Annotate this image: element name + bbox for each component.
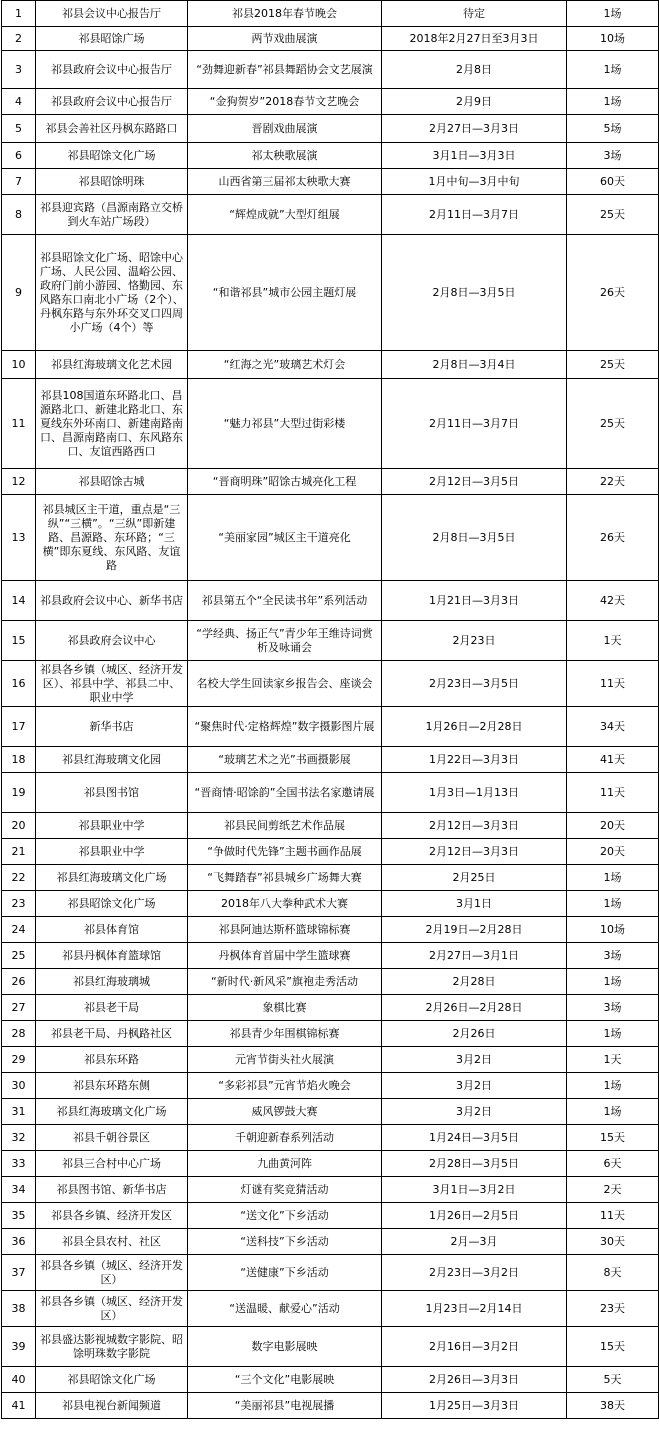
count-cell: 22天 — [567, 469, 659, 495]
venue-cell: 祁县政府会议中心、新华书店 — [36, 581, 188, 621]
count-cell: 1场 — [567, 89, 659, 115]
table-row — [2, 707, 659, 747]
date-cell: 2月26日—3月3日 — [382, 1367, 567, 1393]
venue-cell: 新华书店 — [36, 707, 188, 747]
date-cell: 3月2日 — [382, 1073, 567, 1099]
row-number-cell: 30 — [2, 1073, 36, 1099]
count-cell: 2天 — [567, 1177, 659, 1203]
event-cell: 千朝迎新春系列活动 — [188, 1125, 382, 1151]
row-number-cell: 35 — [2, 1203, 36, 1229]
row-number-cell: 13 — [2, 495, 36, 581]
venue-cell: 祁县昭馀明珠 — [36, 169, 188, 195]
row-number-cell: 6 — [2, 143, 36, 169]
event-cell: 象棋比赛 — [188, 995, 382, 1021]
count-cell: 15天 — [567, 1327, 659, 1367]
row-number-cell: 1 — [2, 1, 36, 27]
event-cell: 祁县阿迪达斯杯篮球锦标赛 — [188, 917, 382, 943]
count-cell: 42天 — [567, 581, 659, 621]
count-cell: 1场 — [567, 891, 659, 917]
table-row — [2, 661, 659, 707]
venue-cell: 祁县老干局 — [36, 995, 188, 1021]
count-cell: 3场 — [567, 143, 659, 169]
table-row — [2, 89, 659, 115]
date-cell: 2月16日—3月2日 — [382, 1327, 567, 1367]
date-cell: 2月—3月 — [382, 1229, 567, 1255]
event-cell: 2018年八大拳种武术大赛 — [188, 891, 382, 917]
event-cell: “美丽家园”城区主干道亮化 — [188, 495, 382, 581]
table-row — [2, 917, 659, 943]
count-cell: 20天 — [567, 839, 659, 865]
count-cell: 6天 — [567, 1151, 659, 1177]
date-cell: 2月9日 — [382, 89, 567, 115]
date-cell: 2月26日—2月28日 — [382, 995, 567, 1021]
row-number-cell: 19 — [2, 773, 36, 813]
row-number-cell: 28 — [2, 1021, 36, 1047]
count-cell: 10场 — [567, 917, 659, 943]
venue-cell: 祁县盛达影视城数字影院、昭馀明珠数字影院 — [36, 1327, 188, 1367]
table-row — [2, 839, 659, 865]
venue-cell: 祁县昭馀文化广场、昭馀中心广场、人民公园、温峪公园、政府门前小游园、恪勤园、东风路东口南北小广场（2个）、丹枫东路与东外环交叉口四周小广场（4个）等 — [36, 235, 188, 351]
count-cell: 1场 — [567, 1, 659, 27]
row-number-cell: 32 — [2, 1125, 36, 1151]
count-cell: 30天 — [567, 1229, 659, 1255]
venue-cell: 祁县东环路 — [36, 1047, 188, 1073]
date-cell: 2月27日—3月1日 — [382, 943, 567, 969]
table-row — [2, 891, 659, 917]
event-cell: 威风锣鼓大赛 — [188, 1099, 382, 1125]
row-number-cell: 5 — [2, 115, 36, 143]
venue-cell: 祁县红海玻璃文化广场 — [36, 865, 188, 891]
event-cell: 数字电影展映 — [188, 1327, 382, 1367]
event-cell: “送健康”下乡活动 — [188, 1255, 382, 1291]
venue-cell: 祁县会善社区丹枫东路路口 — [36, 115, 188, 143]
event-cell: “辉煌成就”大型灯组展 — [188, 195, 382, 235]
event-cell: 丹枫体育首届中学生篮球赛 — [188, 943, 382, 969]
row-number-cell: 12 — [2, 469, 36, 495]
table-row — [2, 1327, 659, 1367]
venue-cell: 祁县丹枫体育篮球馆 — [36, 943, 188, 969]
event-cell: 名校大学生回读家乡报告会、座谈会 — [188, 661, 382, 707]
event-cell: “学经典、扬正气”青少年王维诗词赏析及咏诵会 — [188, 621, 382, 661]
count-cell: 60天 — [567, 169, 659, 195]
table-row — [2, 943, 659, 969]
row-number-cell: 37 — [2, 1255, 36, 1291]
count-cell: 34天 — [567, 707, 659, 747]
row-number-cell: 22 — [2, 865, 36, 891]
date-cell: 3月1日—3月3日 — [382, 143, 567, 169]
venue-cell: 祁县迎宾路（昌源南路立交桥到火车站广场段） — [36, 195, 188, 235]
row-number-cell: 20 — [2, 813, 36, 839]
venue-cell: 祁县老干局、丹枫路社区 — [36, 1021, 188, 1047]
row-number-cell: 7 — [2, 169, 36, 195]
count-cell: 11天 — [567, 661, 659, 707]
event-cell: “飞舞踏春”祁县城乡广场舞大赛 — [188, 865, 382, 891]
event-cell: 晋剧戏曲展演 — [188, 115, 382, 143]
table-row — [2, 143, 659, 169]
venue-cell: 祁县昭馀文化广场 — [36, 891, 188, 917]
venue-cell: 祁县昭馀古城 — [36, 469, 188, 495]
table-row — [2, 581, 659, 621]
count-cell: 1天 — [567, 621, 659, 661]
date-cell: 2月28日—3月5日 — [382, 1151, 567, 1177]
event-cell: “红海之光”玻璃艺术灯会 — [188, 351, 382, 379]
venue-cell: 祁县电视台新闻频道 — [36, 1393, 188, 1419]
count-cell: 38天 — [567, 1393, 659, 1419]
date-cell: 2018年2月27日至3月3日 — [382, 27, 567, 51]
date-cell: 2月26日 — [382, 1021, 567, 1047]
date-cell: 2月8日—3月5日 — [382, 235, 567, 351]
date-cell: 1月26日—2月5日 — [382, 1203, 567, 1229]
table-row — [2, 1021, 659, 1047]
count-cell: 25天 — [567, 351, 659, 379]
row-number-cell: 38 — [2, 1291, 36, 1327]
date-cell: 2月23日 — [382, 621, 567, 661]
event-cell: “玻璃艺术之光”书画摄影展 — [188, 747, 382, 773]
row-number-cell: 10 — [2, 351, 36, 379]
table-row — [2, 747, 659, 773]
count-cell: 1场 — [567, 1021, 659, 1047]
row-number-cell: 29 — [2, 1047, 36, 1073]
row-number-cell: 24 — [2, 917, 36, 943]
venue-cell: 祁县红海玻璃文化广场 — [36, 1099, 188, 1125]
venue-cell: 祁县昭馀广场 — [36, 27, 188, 51]
venue-cell: 祁县红海玻璃文化艺术园 — [36, 351, 188, 379]
venue-cell: 祁县职业中学 — [36, 813, 188, 839]
count-cell: 11天 — [567, 773, 659, 813]
count-cell: 5场 — [567, 115, 659, 143]
row-number-cell: 27 — [2, 995, 36, 1021]
venue-cell: 祁县政府会议中心报告厅 — [36, 51, 188, 89]
table-row — [2, 1073, 659, 1099]
date-cell: 2月12日—3月5日 — [382, 469, 567, 495]
row-number-cell: 16 — [2, 661, 36, 707]
date-cell: 1月23日—2月14日 — [382, 1291, 567, 1327]
event-cell: “送科技”下乡活动 — [188, 1229, 382, 1255]
venue-cell: 祁县三合村中心广场 — [36, 1151, 188, 1177]
event-cell: “三个文化”电影展映 — [188, 1367, 382, 1393]
venue-cell: 祁县红海玻璃城 — [36, 969, 188, 995]
date-cell: 2月19日—2月28日 — [382, 917, 567, 943]
date-cell: 1月25日—3月3日 — [382, 1393, 567, 1419]
venue-cell: 祁县图书馆、新华书店 — [36, 1177, 188, 1203]
date-cell: 2月28日 — [382, 969, 567, 995]
row-number-cell: 11 — [2, 379, 36, 469]
venue-cell: 祁县全县农村、社区 — [36, 1229, 188, 1255]
count-cell: 10场 — [567, 27, 659, 51]
table-row — [2, 469, 659, 495]
event-cell: “送文化”下乡活动 — [188, 1203, 382, 1229]
count-cell: 5天 — [567, 1367, 659, 1393]
venue-cell: 祁县城区主干道，重点是“三纵”“三横”。“三纵”即新建路、昌源路、东环路；“三横”即东夏线、东风路、友谊路 — [36, 495, 188, 581]
table-row — [2, 351, 659, 379]
venue-cell: 祁县东环路东侧 — [36, 1073, 188, 1099]
row-number-cell: 8 — [2, 195, 36, 235]
date-cell: 2月8日—3月5日 — [382, 495, 567, 581]
venue-cell: 祁县会议中心报告厅 — [36, 1, 188, 27]
table-row — [2, 773, 659, 813]
venue-cell: 祁县政府会议中心 — [36, 621, 188, 661]
table-row — [2, 969, 659, 995]
table-row — [2, 995, 659, 1021]
venue-cell: 祁县昭馀文化广场 — [36, 143, 188, 169]
row-number-cell: 41 — [2, 1393, 36, 1419]
table-row — [2, 115, 659, 143]
table-row — [2, 195, 659, 235]
date-cell: 1月22日—3月3日 — [382, 747, 567, 773]
row-number-cell: 18 — [2, 747, 36, 773]
date-cell: 3月1日—3月2日 — [382, 1177, 567, 1203]
date-cell: 2月23日—3月2日 — [382, 1255, 567, 1291]
date-cell: 2月8日—3月4日 — [382, 351, 567, 379]
event-cell: 祁县民间剪纸艺术作品展 — [188, 813, 382, 839]
venue-cell: 祁县政府会议中心报告厅 — [36, 89, 188, 115]
date-cell: 2月11日—3月7日 — [382, 379, 567, 469]
date-cell: 2月12日—3月3日 — [382, 839, 567, 865]
row-number-cell: 33 — [2, 1151, 36, 1177]
count-cell: 25天 — [567, 379, 659, 469]
event-cell: “金狗贺岁”2018春节文艺晚会 — [188, 89, 382, 115]
date-cell: 待定 — [382, 1, 567, 27]
venue-cell: 祁县各乡镇、经济开发区 — [36, 1203, 188, 1229]
row-number-cell: 15 — [2, 621, 36, 661]
venue-cell: 祁县红海玻璃文化园 — [36, 747, 188, 773]
venue-cell: 祁县108国道东环路北口、昌源路北口、新建北路北口、东夏线东外环南口、新建南路南口、昌源南路南口、东风路东口、友谊西路西口 — [36, 379, 188, 469]
date-cell: 2月23日—3月5日 — [382, 661, 567, 707]
count-cell: 1场 — [567, 1073, 659, 1099]
count-cell: 23天 — [567, 1291, 659, 1327]
event-cell: “劲舞迎新春”祁县舞蹈协会文艺展演 — [188, 51, 382, 89]
venue-cell: 祁县职业中学 — [36, 839, 188, 865]
event-cell: “争做时代先锋”主题书画作品展 — [188, 839, 382, 865]
row-number-cell: 31 — [2, 1099, 36, 1125]
date-cell: 1月3日—1月13日 — [382, 773, 567, 813]
count-cell: 25天 — [567, 195, 659, 235]
table-row — [2, 1367, 659, 1393]
count-cell: 1场 — [567, 969, 659, 995]
table-row — [2, 235, 659, 351]
table-row — [2, 379, 659, 469]
event-cell: 祁县青少年围棋锦标赛 — [188, 1021, 382, 1047]
events-table — [1, 0, 659, 1419]
table-row — [2, 865, 659, 891]
table-row — [2, 1047, 659, 1073]
table-row — [2, 621, 659, 661]
venue-cell: 祁县千朝谷景区 — [36, 1125, 188, 1151]
row-number-cell: 40 — [2, 1367, 36, 1393]
table-row — [2, 1125, 659, 1151]
row-number-cell: 25 — [2, 943, 36, 969]
event-cell: “和谐祁县”城市公园主题灯展 — [188, 235, 382, 351]
table-row — [2, 1, 659, 27]
table-row — [2, 1151, 659, 1177]
venue-cell: 祁县图书馆 — [36, 773, 188, 813]
row-number-cell: 36 — [2, 1229, 36, 1255]
row-number-cell: 17 — [2, 707, 36, 747]
row-number-cell: 14 — [2, 581, 36, 621]
date-cell: 1月21日—3月3日 — [382, 581, 567, 621]
venue-cell: 祁县各乡镇（城区、经济开发区） — [36, 1255, 188, 1291]
date-cell: 1月26日—2月28日 — [382, 707, 567, 747]
count-cell: 11天 — [567, 1203, 659, 1229]
row-number-cell: 34 — [2, 1177, 36, 1203]
event-cell: “魅力祁县”大型过街彩楼 — [188, 379, 382, 469]
count-cell: 20天 — [567, 813, 659, 839]
table-row — [2, 1229, 659, 1255]
venue-cell: 祁县各乡镇（城区、经济开发区）、祁县中学、祁县二中、职业中学 — [36, 661, 188, 707]
venue-cell: 祁县体育馆 — [36, 917, 188, 943]
row-number-cell: 39 — [2, 1327, 36, 1367]
event-cell: 山西省第三届祁太秧歌大赛 — [188, 169, 382, 195]
table-row — [2, 1291, 659, 1327]
venue-cell: 祁县各乡镇（城区、经济开发区） — [36, 1291, 188, 1327]
count-cell: 26天 — [567, 495, 659, 581]
count-cell: 15天 — [567, 1125, 659, 1151]
event-cell: 九曲黄河阵 — [188, 1151, 382, 1177]
table-row — [2, 1099, 659, 1125]
date-cell: 3月2日 — [382, 1047, 567, 1073]
row-number-cell: 23 — [2, 891, 36, 917]
count-cell: 3场 — [567, 943, 659, 969]
event-cell: “晋商明珠”昭馀古城亮化工程 — [188, 469, 382, 495]
table-row — [2, 51, 659, 89]
table-row — [2, 1255, 659, 1291]
date-cell: 1月中旬—3月中旬 — [382, 169, 567, 195]
event-cell: “新时代·新风采”旗袍走秀活动 — [188, 969, 382, 995]
event-cell: “送温暖、献爱心”活动 — [188, 1291, 382, 1327]
row-number-cell: 4 — [2, 89, 36, 115]
event-cell: “美丽祁县”电视展播 — [188, 1393, 382, 1419]
table-row — [2, 1177, 659, 1203]
date-cell: 2月27日—3月3日 — [382, 115, 567, 143]
count-cell: 41天 — [567, 747, 659, 773]
count-cell: 1场 — [567, 865, 659, 891]
table-row — [2, 495, 659, 581]
event-cell: “晋商情·昭馀韵”全国书法名家邀请展 — [188, 773, 382, 813]
table-row — [2, 1203, 659, 1229]
table-row — [2, 27, 659, 51]
date-cell: 3月1日 — [382, 891, 567, 917]
event-cell: “多彩祁县”元宵节焰火晚会 — [188, 1073, 382, 1099]
event-cell: 祁太秧歌展演 — [188, 143, 382, 169]
date-cell: 2月12日—3月3日 — [382, 813, 567, 839]
row-number-cell: 9 — [2, 235, 36, 351]
count-cell: 1天 — [567, 1047, 659, 1073]
event-cell: 祁县第五个“全民读书年”系列活动 — [188, 581, 382, 621]
count-cell: 26天 — [567, 235, 659, 351]
event-cell: 两节戏曲展演 — [188, 27, 382, 51]
table-row — [2, 813, 659, 839]
row-number-cell: 3 — [2, 51, 36, 89]
event-cell: 祁县2018年春节晚会 — [188, 1, 382, 27]
row-number-cell: 2 — [2, 27, 36, 51]
count-cell: 1场 — [567, 1099, 659, 1125]
table-row — [2, 169, 659, 195]
date-cell: 2月25日 — [382, 865, 567, 891]
date-cell: 2月11日—3月7日 — [382, 195, 567, 235]
event-cell: 元宵节街头社火展演 — [188, 1047, 382, 1073]
event-cell: 灯谜有奖竞猜活动 — [188, 1177, 382, 1203]
table-row — [2, 1393, 659, 1419]
date-cell: 1月24日—3月5日 — [382, 1125, 567, 1151]
row-number-cell: 26 — [2, 969, 36, 995]
count-cell: 1场 — [567, 51, 659, 89]
count-cell: 8天 — [567, 1255, 659, 1291]
venue-cell: 祁县昭馀文化广场 — [36, 1367, 188, 1393]
event-cell: “聚焦时代·定格辉煌”数字摄影图片展 — [188, 707, 382, 747]
date-cell: 2月8日 — [382, 51, 567, 89]
row-number-cell: 21 — [2, 839, 36, 865]
count-cell: 3场 — [567, 995, 659, 1021]
date-cell: 3月2日 — [382, 1099, 567, 1125]
